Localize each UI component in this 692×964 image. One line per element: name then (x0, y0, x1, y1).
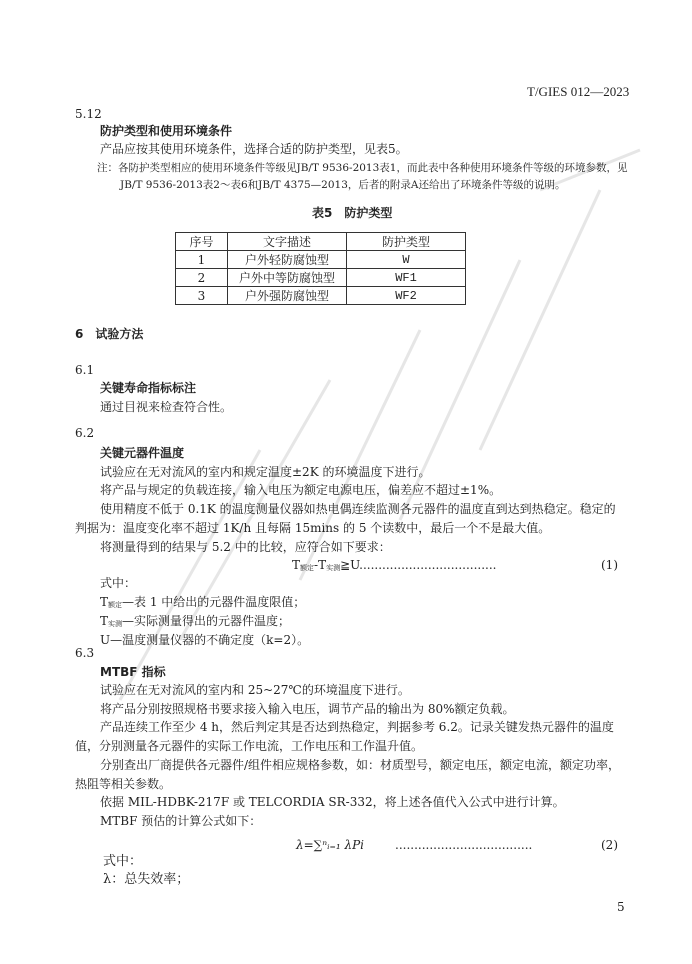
section-title: 关键元器件温度 (100, 446, 185, 460)
cell: W (347, 251, 466, 269)
section-number: 6.1 (75, 363, 95, 377)
paragraph: 使用精度不低于 0.1K 的温度测量仪器如热电偶连续监测各元器件的温度直到达到热稳定。稳定的 (100, 502, 616, 516)
table-caption: 表5 防护类型 (312, 206, 393, 220)
paragraph: 产品应按其使用环境条件，选择合适的防护类型，见表5。 (100, 142, 408, 156)
header-cell: 序号 (176, 233, 228, 251)
cell: 户外轻防腐蚀型 (228, 251, 347, 269)
formula-dots: .................................... (395, 838, 533, 852)
paragraph: 分别查出厂商提供各元器件/组件相应规格参数，如：材质型号，额定电压，额定电流，额定功率， (100, 758, 621, 772)
definition: $T_{额定}—$表 1 中给出的元器件温度限值； (100, 595, 306, 609)
paragraph: MTBF 预估的计算公式如下： (100, 814, 262, 828)
section-number: 6.3 (75, 646, 95, 660)
table-row (176, 251, 466, 269)
cell: 户外中等防腐蚀型 (228, 269, 347, 287)
definition: $T_{实测}—$实际测量得出的元器件温度； (100, 614, 291, 628)
cell: 2 (176, 269, 228, 287)
formula-number: (1) (601, 558, 618, 572)
section-number: 5.12 (75, 107, 102, 121)
note: 注：各防护类型相应的使用环境条件等级见JB/T 9536-2013表1，而此表中各种使用环境条件等级的环境参数，见 (97, 162, 628, 174)
cell: 3 (176, 287, 228, 305)
where-label: 式中： (103, 854, 143, 869)
where-label: 式中： (100, 576, 137, 590)
paragraph-continued: 值，分别测量各元器件的实际工作电流，工作电压和工作温升值。 (75, 739, 424, 753)
doc-code: T/GIES 012—2023 (527, 84, 630, 99)
header-cell: 文字描述 (228, 233, 347, 251)
definition: U—温度测量仪器的不确定度（k=2）。 (100, 633, 310, 647)
header-cell: 防护类型 (347, 233, 466, 251)
table-header-row (176, 233, 466, 251)
paragraph-continued: 热阻等相关参数。 (75, 777, 172, 791)
paragraph: 产品连续工作至少 4 h，然后判定其是否达到热稳定，判据参考 6.2。记录关键发热元器件的温度 (100, 720, 614, 734)
formula-2: λ=∑ⁿᵢ₌₁ λPi (296, 838, 364, 852)
formula-number: (2) (601, 838, 618, 852)
paragraph: 试验应在无对流风的室内和 25~27℃的环境温度下进行。 (100, 683, 410, 697)
paragraph: 将测量得到的结果与 5.2 中的比较，应符合如下要求： (100, 540, 391, 554)
cell: 1 (176, 251, 228, 269)
paragraph: 将产品分别按照规格书要求接入输入电压，调节产品的输出为 80%额定负载。 (100, 702, 515, 716)
definition: λ：总失效率； (103, 872, 190, 887)
protection-type-table (175, 232, 466, 305)
cell: 户外强防腐蚀型 (228, 287, 347, 305)
formula-1: $T_{额定}-T_{实测}≧U$.................................... (292, 558, 497, 572)
cell: WF1 (347, 269, 466, 287)
section-title: 防护类型和使用环境条件 (100, 124, 233, 138)
section-number: 6.2 (75, 426, 95, 440)
paragraph: 试验应在无对流风的室内和规定温度±2K 的环境温度下进行。 (100, 465, 431, 479)
paragraph: 通过目视来检查符合性。 (100, 400, 233, 414)
cell: WF2 (347, 287, 466, 305)
section-title: 关键寿命指标标注 (100, 381, 197, 395)
paragraph-continued: 判据为：温度变化率不超过 1K/h 且每隔 15mins 的 5 个读数中，最后一个不是最大值。 (75, 521, 551, 535)
page-number: 5 (617, 900, 625, 914)
section-title: MTBF 指标 (100, 665, 166, 679)
table-row (176, 269, 466, 287)
note-continued: JB/T 9536-2013表2～表6和JB/T 4375—2013，后者的附录A还给出了环境条件等级的说明。 (120, 179, 566, 191)
chapter-title: 6 试验方法 (75, 327, 144, 341)
paragraph: 依据 MIL-HDBK-217F 或 TELCORDIA SR-332，将上述各值代入公式中进行计算。 (100, 795, 565, 809)
paragraph: 将产品与规定的负载连接，输入电压为额定电源电压，偏差应不超过±1%。 (100, 483, 502, 497)
table-row (176, 287, 466, 305)
